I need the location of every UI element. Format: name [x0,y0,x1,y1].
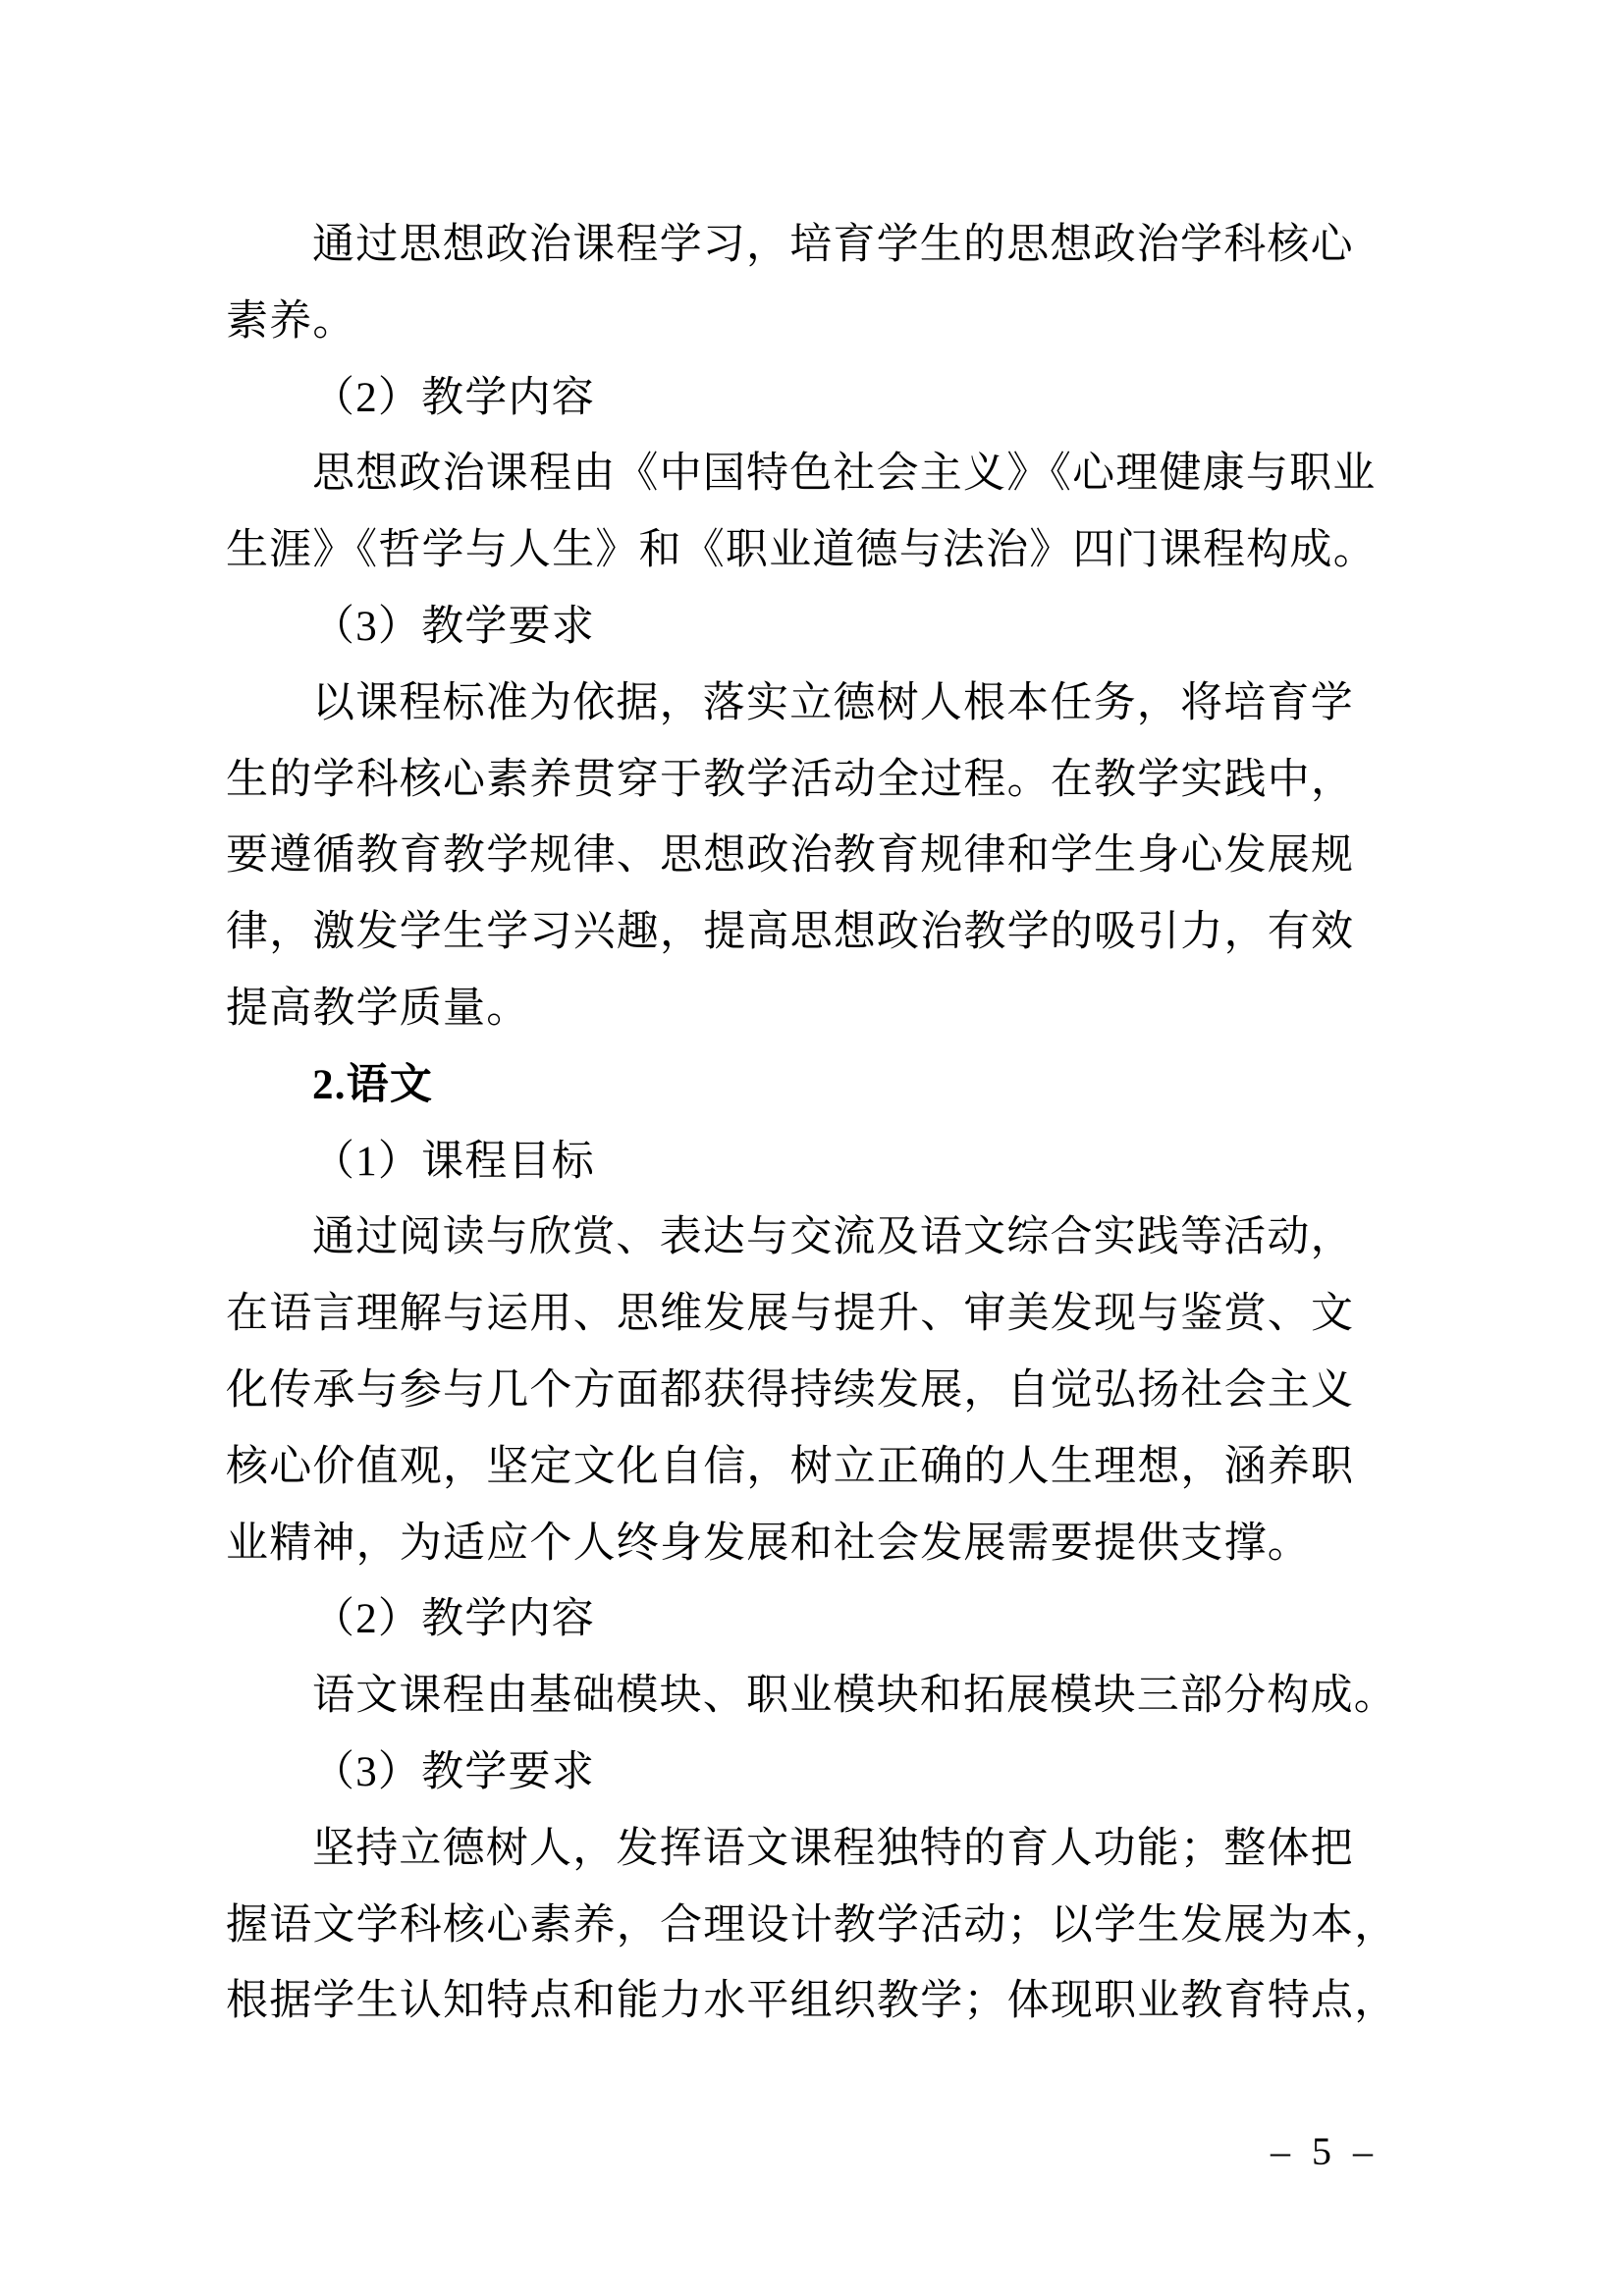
text-line: 思想政治课程由《中国特色社会主义》《心理健康与职业 [312,451,1377,498]
text-line: 握语文学科核心素养，合理设计教学活动；以学生发展为本， [226,1901,1398,1949]
text-line: （2）教学内容 [312,1596,595,1643]
text-line: 语文课程由基础模块、职业模块和拓展模块三部分构成。 [312,1673,1397,1720]
text-line: （1）课程目标 [312,1138,595,1185]
section-heading-line: 2.语文 [312,1061,434,1108]
text-line: 通过阅读与欣赏、表达与交流及语文综合实践等活动， [312,1214,1354,1261]
page-number: – 5 – [1271,2129,1379,2173]
text-line: 律，激发学生学习兴趣，提高思想政治教学的吸引力，有效 [226,909,1355,956]
document-body [226,207,1398,2040]
text-line: 生涯》《哲学与人生》和《职业道德与法治》四门课程构成。 [226,527,1377,574]
text-line: 通过思想政治课程学习，培育学生的思想政治学科核心 [312,222,1354,268]
text-line: 要遵循教育教学规律、思想政治教育规律和学生身心发展规 [226,832,1355,880]
text-line: 根据学生认知特点和能力水平组织教学；体现职业教育特点， [226,1978,1398,2025]
text-line: 坚持立德树人，发挥语文课程独特的育人功能；整体把 [312,1825,1354,1872]
text-line: 核心价值观，坚定文化自信，树立正确的人生理想，涵养职 [226,1443,1355,1490]
text-line: 化传承与参与几个方面都获得持续发展，自觉弘扬社会主义 [226,1366,1355,1414]
text-line: （2）教学内容 [312,374,595,421]
text-line: 提高教学质量。 [226,985,530,1032]
text-line: （3）教学要求 [312,1748,595,1795]
text-line: 业精神，为适应个人终身发展和社会发展需要提供支撑。 [226,1520,1311,1567]
text-line: 生的学科核心素养贯穿于教学活动全过程。在教学实践中， [226,756,1355,803]
text-line: （3）教学要求 [312,603,595,650]
text-line: 在语言理解与运用、思维发展与提升、审美发现与鉴赏、文 [226,1291,1355,1338]
text-line: 以课程标准为依据，落实立德树人根本任务，将培育学 [312,679,1354,726]
text-line: 素养。 [226,297,356,345]
